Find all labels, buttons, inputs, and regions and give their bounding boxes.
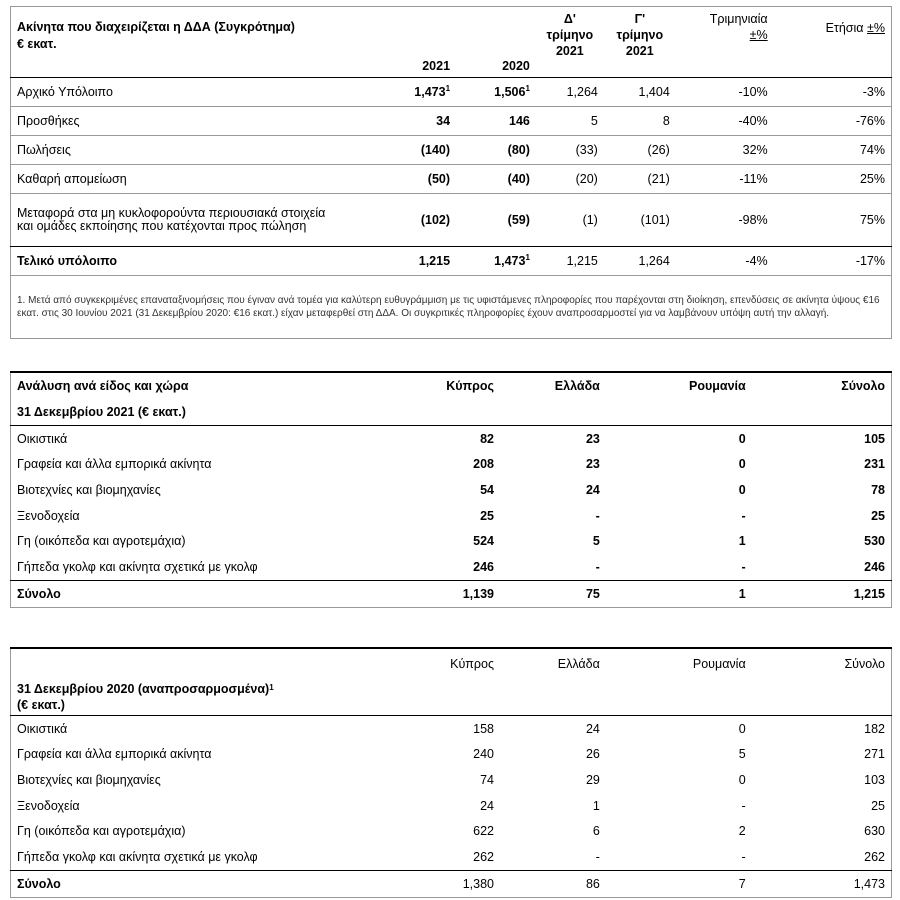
col-header-greece: Ελλάδα [554, 379, 600, 393]
table-row: Προσθήκες 34 146 5 8 -40% -76% [11, 107, 892, 136]
footnote: 1. Μετά από συγκεκριμένες επαναταξινομήσεις που έγιναν ανά τομέα για καλύτερη ευθυγράμμιση με τις υφιστάμενες πληροφορίες που παρέχονται στη διοίκηση, επενδύσεις σε ακίνητα ύψους €16 εκατ. στις 30 Ιουνίου 2021 (31 Δεκεμβρίου 2020: €16 εκατ.) είχαν μεταφερθεί στη ΔΔΑ. Οι συγκριτικές πληροφορίες έχουν αναπροσαρμοστεί για να λαμβάνουν υπόψη αυτή την αλλαγή. [11, 276, 892, 339]
table-total-row: Σύνολο 1,380 86 7 1,473 [11, 870, 892, 897]
table-row: Μεταφορά στα μη κυκλοφορούντα περιουσιακά στοιχεία και ομάδες εκποίησης που κατέχονται προς πώληση (102) (59) (1) (101) -98% 75% [11, 194, 892, 247]
col-header-romania: Ρουμανία [688, 379, 746, 393]
col-header-romania: Ρουμανία [692, 657, 746, 671]
table-row: Ξενοδοχεία 25 - - 25 [17, 508, 885, 523]
reo-breakdown-2020-table [10, 647, 892, 898]
table-row: Γήπεδα γκολφ και ακίνητα σχετικά με γκολφ 262 - - 262 [17, 849, 885, 864]
table-row: Οικιστικά 82 23 0 105 [11, 426, 892, 452]
table-row: Ξενοδοχεία 24 1 - 25 [17, 798, 885, 813]
table-subtitle: 31 Δεκεμβρίου 2021 (€ εκατ.) [17, 405, 186, 419]
table-subheader-row [11, 679, 892, 716]
table-total-row: Τελικό υπόλοιπο 1,215 1,473$^1$ 1,215 1,264 -4% -17% [11, 247, 892, 276]
table-header-row [11, 372, 892, 399]
footnote-row [11, 276, 892, 339]
table-total-row: Σύνολο 1,139 75 1 1,215 [11, 580, 892, 607]
table-row: Γη (οικόπεδα και αγροτεμάχια) 524 5 1 530 [17, 534, 885, 549]
col-header-2020: 2020 [502, 59, 530, 73]
col-header-q3: Γ' τρίμηνο 2021 [616, 12, 664, 58]
col-header-q4: Δ' τρίμηνο 2021 [546, 12, 594, 58]
table-header-row [11, 648, 892, 679]
col-header-2021: 2021 [422, 59, 451, 73]
table-row: Αρχικό Υπόλοιπο 1,473$^1$ 1,506$^1$ 1,264 1,404 -10% -3% [11, 78, 892, 107]
table-row: Βιοτεχνίες και βιομηχανίες 54 24 0 78 [17, 482, 885, 497]
col-header-total: Σύνολο [841, 379, 885, 393]
col-header-yoy: Ετήσια ±% [825, 21, 885, 35]
table-row: Γραφεία και άλλα εμπορικά ακίνητα 208 23 0 231 [17, 457, 885, 472]
table-title: Ανάλυση ανά είδος και χώρα [17, 379, 189, 393]
table-row: Καθαρή απομείωση (50) (40) (20) (21) -11% 25% [11, 165, 892, 194]
reo-movement-table [10, 6, 892, 339]
table-title: Ακίνητα που διαχειρίζεται η ΔΔΑ (Συγκρότημα) € εκατ. [17, 20, 295, 51]
table-row: Οικιστικά 158 24 0 182 [11, 716, 892, 742]
table-row: Γραφεία και άλλα εμπορικά ακίνητα 240 26 5 271 [17, 747, 885, 762]
table-row: Γήπεδα γκολφ και ακίνητα σχετικά με γκολφ 246 - - 246 [17, 559, 885, 574]
col-header-cyprus: Κύπρος [450, 657, 494, 671]
col-header-total: Σύνολο [844, 657, 885, 671]
col-header-cyprus: Κύπρος [446, 379, 494, 393]
table-title: 31 Δεκεμβρίου 2020 $(\alpha\nu\alpha\pi\rho o\sigma\alpha\rho\mu o\sigma\mu έ\nu\alpha)^1$ (€ εκατ.) [17, 682, 274, 712]
col-header-greece: Ελλάδα [557, 657, 600, 671]
table-row: Βιοτεχνίες και βιομηχανίες 74 29 0 103 [17, 772, 885, 787]
table-row: Πωλήσεις (140) (80) (33) (26) 32% 74% [11, 136, 892, 165]
table-subheader-row [11, 399, 892, 426]
col-header-qoq: Τριμηνιαία ±% [709, 12, 768, 42]
table-row: Γη (οικόπεδα και αγροτεμάχια) 622 6 2 630 [17, 824, 885, 839]
table-header-row [11, 7, 892, 78]
reo-breakdown-2021-table [10, 371, 892, 608]
